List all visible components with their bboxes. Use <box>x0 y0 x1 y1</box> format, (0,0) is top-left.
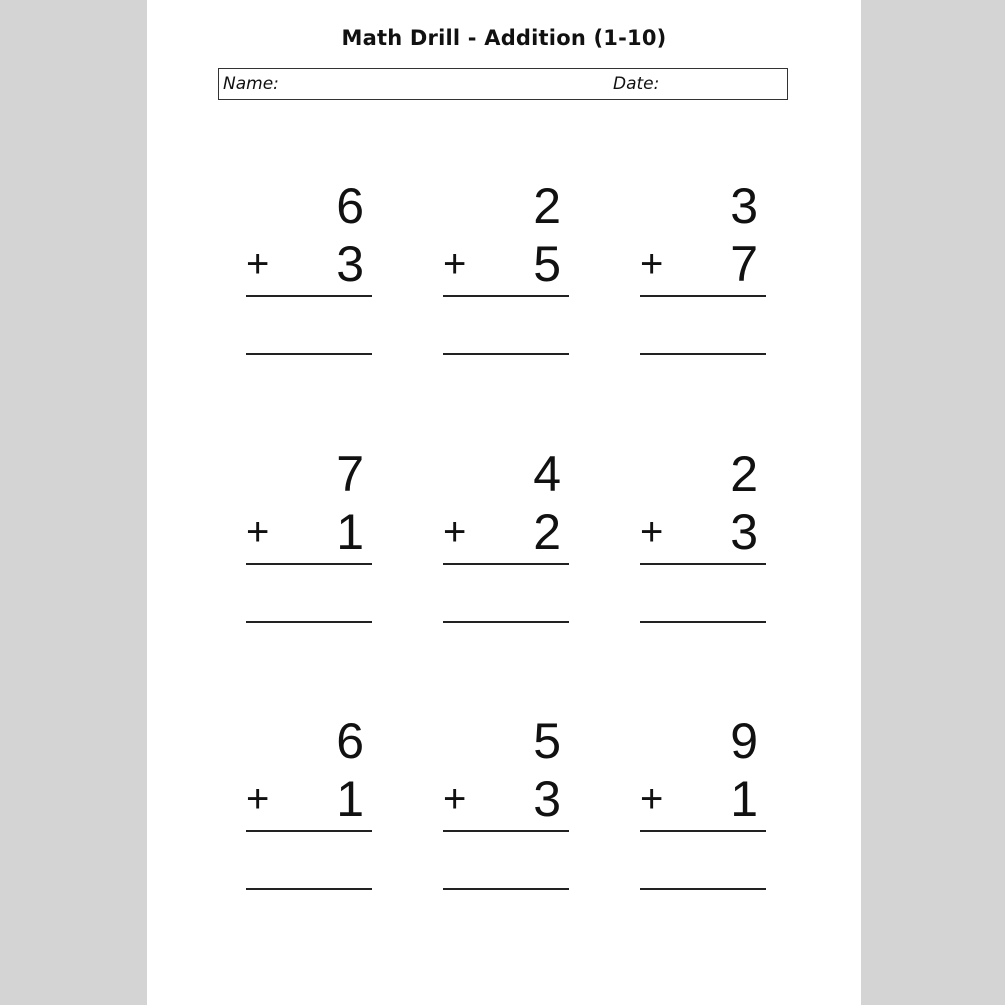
addend-bottom: 7 <box>730 236 758 292</box>
addend-top: 2 <box>730 446 758 502</box>
answer-line <box>246 888 372 890</box>
plus-sign: + <box>443 510 467 554</box>
plus-sign: + <box>640 242 664 286</box>
addend-bottom: 2 <box>533 504 561 560</box>
problem-2 <box>443 178 571 361</box>
sum-line <box>640 295 766 297</box>
date-label: Date: <box>613 74 660 94</box>
addend-top: 9 <box>730 713 758 769</box>
sum-line <box>246 295 372 297</box>
answer-line <box>443 353 569 355</box>
answer-line <box>640 621 766 623</box>
answer-line <box>640 888 766 890</box>
addend-top: 6 <box>336 178 364 234</box>
plus-sign: + <box>640 510 664 554</box>
sum-line <box>640 830 766 832</box>
addend-bottom: 1 <box>336 504 364 560</box>
addend-bottom: 1 <box>336 771 364 827</box>
addend-top: 6 <box>336 713 364 769</box>
addend-bottom: 3 <box>533 771 561 827</box>
problem-7 <box>246 713 374 896</box>
plus-sign: + <box>443 777 467 821</box>
plus-sign: + <box>246 510 270 554</box>
plus-sign: + <box>443 242 467 286</box>
addend-bottom: 1 <box>730 771 758 827</box>
plus-sign: + <box>640 777 664 821</box>
addend-bottom: 3 <box>730 504 758 560</box>
problem-9 <box>640 713 768 896</box>
answer-line <box>443 621 569 623</box>
problem-6 <box>640 446 768 629</box>
addend-top: 4 <box>533 446 561 502</box>
plus-sign: + <box>246 242 270 286</box>
addend-bottom: 3 <box>336 236 364 292</box>
addend-top: 7 <box>336 446 364 502</box>
name-label: Name: <box>223 74 279 94</box>
addend-top: 5 <box>533 713 561 769</box>
answer-line <box>246 353 372 355</box>
problem-8 <box>443 713 571 896</box>
plus-sign: + <box>246 777 270 821</box>
worksheet-title: Math Drill - Addition (1-10) <box>341 26 667 50</box>
sum-line <box>246 830 372 832</box>
answer-line <box>640 353 766 355</box>
problem-5 <box>443 446 571 629</box>
addend-top: 2 <box>533 178 561 234</box>
answer-line <box>246 621 372 623</box>
problem-1 <box>246 178 374 361</box>
worksheet-page <box>147 0 861 1005</box>
addend-top: 3 <box>730 178 758 234</box>
addend-bottom: 5 <box>533 236 561 292</box>
name-date-box <box>218 68 788 100</box>
sum-line <box>443 563 569 565</box>
sum-line <box>443 830 569 832</box>
problem-3 <box>640 178 768 361</box>
problem-4 <box>246 446 374 629</box>
answer-line <box>443 888 569 890</box>
sum-line <box>640 563 766 565</box>
sum-line <box>443 295 569 297</box>
sum-line <box>246 563 372 565</box>
